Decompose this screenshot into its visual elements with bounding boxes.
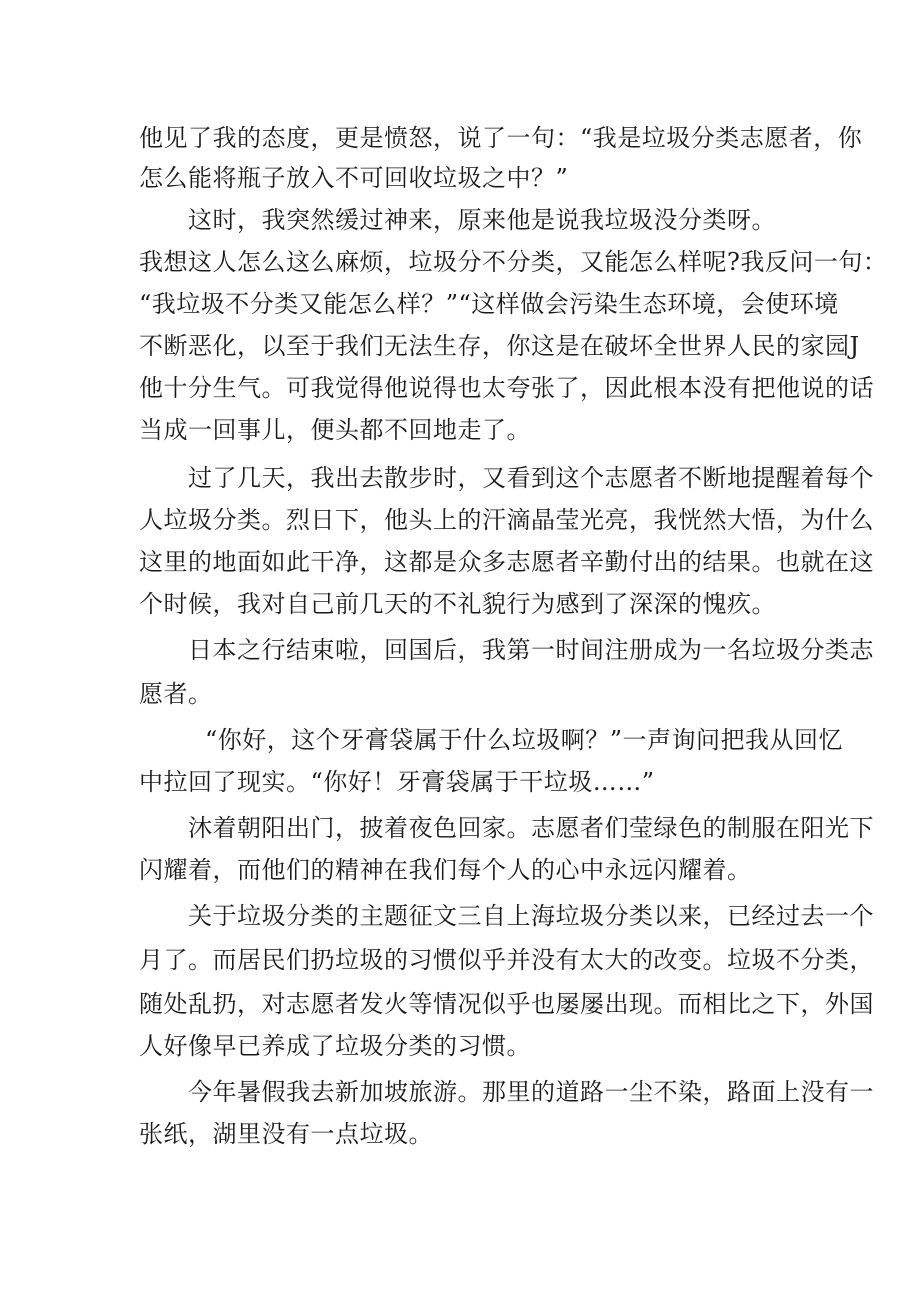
text-line: “我垃圾不分类又能怎么样？”“这样做会污染生态环境，会使环境 [139, 290, 839, 318]
text-line: 闪耀着，而他们的精神在我们每个人的心中永远闪耀着。 [139, 856, 752, 884]
text-line: 他十分生气。可我觉得他说得也太夸张了，因此根本没有把他说的话 [139, 374, 874, 402]
text-line: 不断恶化，以至于我们无法生存，你这是在破坏全世界人民的家园J [139, 332, 860, 360]
text-line: 人好像早已养成了垃圾分类的习惯。 [139, 1032, 531, 1060]
text-line: 他见了我的态度，更是愤怒，说了一句：“我是垃圾分类志愿者，你 [139, 124, 863, 152]
text-line: 张纸，湖里没有一点垃圾。 [139, 1120, 433, 1148]
text-line: 这里的地面如此干净，这都是众多志愿者辛勤付出的结果。也就在这 [139, 548, 874, 576]
text-line: 今年暑假我去新加坡旅游。那里的道路一尘不染，路面上没有一 [188, 1078, 874, 1106]
text-line: 个时候，我对自己前几天的不礼貌行为感到了深深的愧疚。 [139, 590, 776, 618]
text-line: 过了几天，我出去散步时，又看到这个志愿者不断地提醒着每个 [188, 464, 874, 492]
text-line: 日本之行结束啦，回国后，我第一时间注册成为一名垃圾分类志 [188, 636, 874, 664]
text-line: 关于垃圾分类的主题征文三自上海垃圾分类以来，已经过去一个 [188, 902, 874, 930]
text-line: 月了。而居民们扔垃圾的习惯似乎并没有太大的改变。垃圾不分类， [139, 946, 874, 974]
text-line: 随处乱扔，对志愿者发火等情况似乎也屡屡出现。而相比之下，外国 [139, 990, 874, 1018]
text-line: 中拉回了现实。“你好！牙膏袋属于干垃圾……” [139, 768, 655, 796]
text-line: 当成一回事儿，便头都不回地走了。 [139, 416, 531, 444]
text-line: 我想这人怎么这么麻烦，垃圾分不分类，又能怎么样呢?我反问一句： [139, 248, 888, 276]
text-line: 怎么能将瓶子放入不可回收垃圾之中？” [139, 164, 569, 192]
text-line: 沐着朝阳出门，披着夜色回家。志愿者们莹绿色的制服在阳光下 [188, 814, 874, 842]
text-line: 愿者。 [139, 680, 213, 708]
text-line: 这时，我突然缓过神来，原来他是说我垃圾没分类呀。 [188, 206, 776, 234]
text-line: “你好，这个牙膏袋属于什么垃圾啊？”一声询问把我从回忆 [205, 726, 844, 754]
text-line: 人垃圾分类。烈日下，他头上的汗滴晶莹光亮，我恍然大悟，为什么 [139, 506, 874, 534]
